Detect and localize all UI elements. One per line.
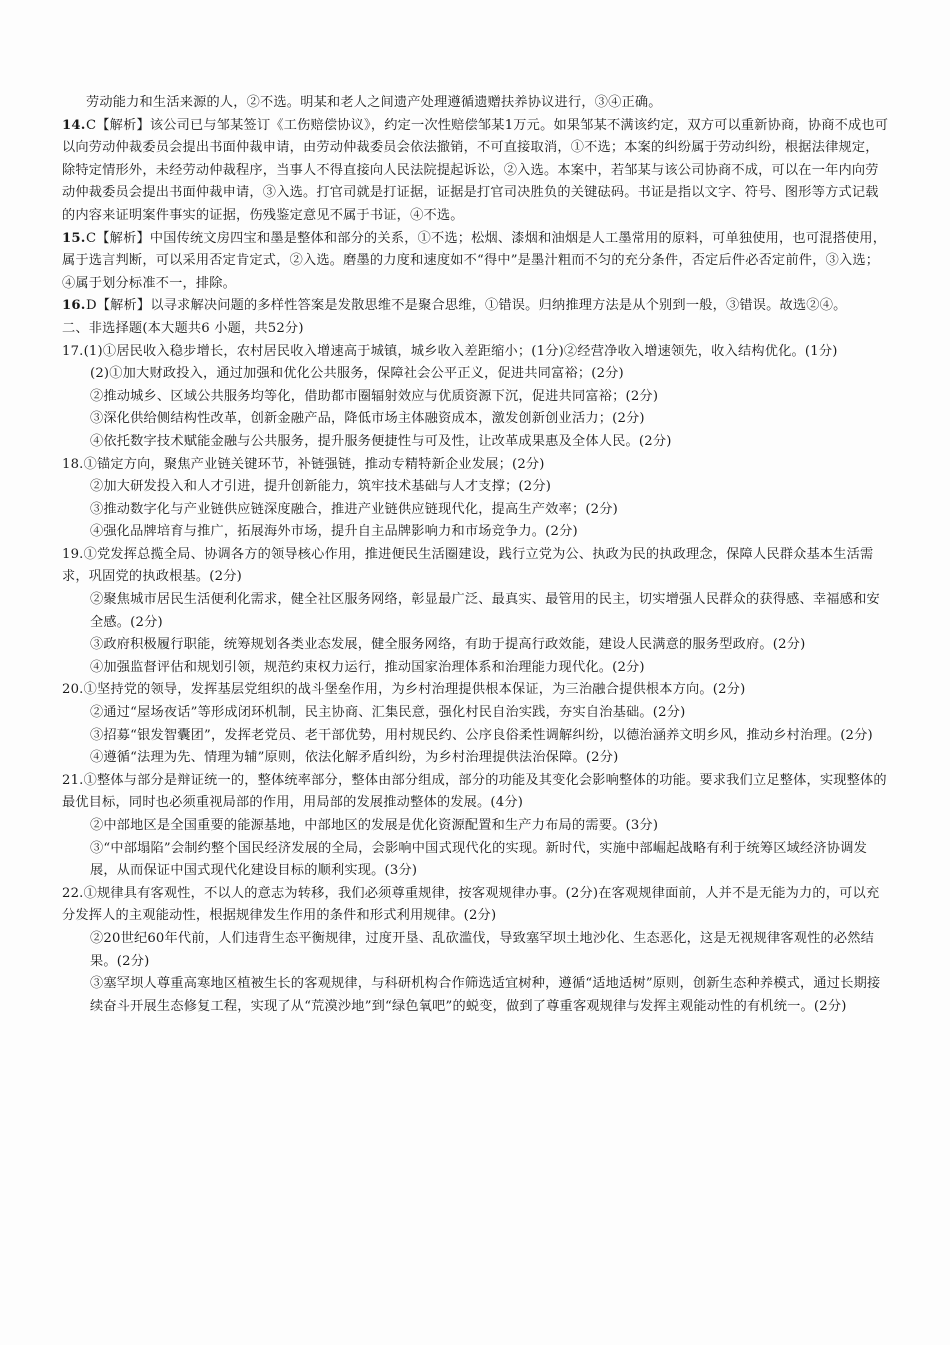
- answer-first-line: [62, 770, 892, 815]
- question-22: [62, 883, 892, 1019]
- answer-point: ②推动城乡、区域公共服务均等化，借助都市圈辐射效应与优质资源下沉，促进共同富裕；(2分): [90, 388, 659, 404]
- answer-text: ①党发挥总揽全局、协调各方的领导核心作用，推进便民生活圈建设，践行立党为公、执政为民的执政理念，保障人民群众基本生活需求，巩固党的执政根基。(2分): [62, 546, 874, 585]
- answer-point: ③“中部塌陷”会制约整个国民经济发展的全局，会影响中国式现代化的实现。新时代，实施中部崛起战略有利于统筹区域经济协调发展，从而保证中国式现代化建设目标的顺利实现。(3分): [90, 840, 867, 879]
- answer-text: ①锚定方向，聚焦产业链关键环节，补链强链，推动专精特新企业发展；(2分): [83, 456, 545, 472]
- answer-point: ④加强监督评估和规划引领，规范约束权力运行，推动国家治理体系和治理能力现代化。(2分): [90, 659, 645, 675]
- mcq-item-15: [62, 228, 892, 296]
- answer-point: ③招募“银发智囊团”，发挥老党员、老干部优势，用村规民约、公序良俗柔性调解纠纷，以德治涵养文明乡风，推动乡村治理。(2分): [90, 727, 873, 743]
- question-20: [62, 679, 892, 769]
- answer-text: ①坚持党的领导，发挥基层党组织的战斗堡垒作用，为乡村治理提供根本保证，为三治融合提供根本方向。(2分): [83, 682, 746, 698]
- answer-point: ③政府积极履行职能，统筹规划各类业态发展，健全服务网络，有助于提高行政效能，建设人民满意的服务型政府。(2分): [90, 637, 806, 653]
- answer-text: (1)①居民收入稳步增长，农村居民收入增速高于城镇，城乡收入差距缩小；(1分)②经营净收入增速领先，收入结构优化。(1分): [83, 343, 838, 359]
- answer-point: ③塞罕坝人尊重高寒地区植被生长的客观规律，与科研机构合作筛选适宜树种，遵循“适地适树”原则，创新生态种养模式，通过长期接续奋斗开展生态修复工程，实现了从“荒漠沙地”到“绿色氧吧”的蜕变，做到了尊重客观规律与发挥主观能动性的有机统一。(2分): [90, 976, 881, 1014]
- answer-point: ②加大研发投入和人才引进，提升创新能力，筑牢技术基础与人才支撑；(2分): [90, 479, 552, 495]
- question-number: 21.: [62, 772, 84, 788]
- question-number: 17.: [62, 343, 84, 359]
- answer-first-line: [62, 544, 892, 589]
- section-title: 二、非选择题(本大题共6 小题，共52分): [62, 320, 304, 336]
- mcq-explanation: C【解析】该公司已与邹某签订《工伤赔偿协议》，约定一次性赔偿邹某1万元。如果邹某不满该约定，双方可以重新协商，协商不成也可以向劳动仲裁委员会提出书面仲裁申请，由劳动仲裁委员会依法撤销，不可直接取消，①不选；本案的纠纷属于劳动纠纷，根据法律规定，除特定情形外，未经劳动仲裁程序，当事人不得直接向人民法院提起诉讼，②入选。本案中，若邹某与该公司协商不成，可以在一年内向劳动仲裁委员会提出书面仲裁申请，③入选。打官司就是打证据，证据是打官司决胜负的关键砝码。书证是指以文字、符号、图形等方式记载的内容来证明案件事实的证据，伤残鉴定意见不属于书证，④不选。: [62, 117, 889, 223]
- question-number: 20.: [62, 682, 84, 698]
- question-number: 22.: [62, 885, 84, 901]
- answer-point: ③推动数字化与产业链供应链深度融合，推进产业链供应链现代化，提高生产效率；(2分): [90, 501, 619, 517]
- answer-point: ④强化品牌培育与推广，拓展海外市场，提升自主品牌影响力和市场竞争力。(2分): [90, 524, 578, 540]
- answer-point: ②聚焦城市居民生活便利化需求，健全社区服务网络，彰显最广泛、最真实、最管用的民主，切实增强人民群众的获得感、幸福感和安全感。(2分): [90, 592, 880, 630]
- answer-key-content: [62, 92, 892, 1018]
- answer-first-line: [62, 454, 892, 477]
- mcq-item-16: [62, 295, 892, 318]
- answer-text: ①规律具有客观性，不以人的意志为转移，我们必须尊重规律，按客观规律办事。(2分)在客观规律面前，人并不是无能为力的，可以充分发挥人的主观能动性，根据规律发生作用的条件和形式利用规律。(2分): [62, 885, 880, 924]
- mcq-answers: [62, 115, 892, 318]
- answer-point: ②20世纪60年代前，人们违背生态平衡规律，过度开垦、乱砍滥伐，导致塞罕坝土地沙化、生态恶化，这是无视规律客观性的必然结果。(2分): [90, 930, 875, 969]
- question-number: 18.: [62, 456, 84, 472]
- question-number: 19.: [62, 546, 84, 562]
- question-21: [62, 770, 892, 883]
- question-18: [62, 454, 892, 544]
- answer-first-line: [62, 341, 892, 364]
- answer-text: ①整体与部分是辩证统一的，整体统率部分，整体由部分组成，部分的功能及其变化会影响整体的功能。要求我们立足整体，实现整体的最优目标，同时也必须重视局部的作用，用局部的发展推动整体的发展。(4分): [62, 772, 887, 811]
- lead-line: 劳动能力和生活来源的人，②不选。明某和老人之间遗产处理遵循遗赠扶养协议进行，③④正确。: [86, 95, 662, 110]
- answer-point: ④依托数字技术赋能金融与公共服务，提升服务便捷性与可及性，让改革成果惠及全体人民。(2分): [90, 433, 672, 449]
- answer-point: ②通过“屋场夜话”等形成闭环机制，民主协商、汇集民意，强化村民自治实践，夯实自治基础。(2分): [90, 705, 686, 721]
- mcq-explanation: C【解析】中国传统文房四宝和墨是整体和部分的关系，①不选；松烟、漆烟和油烟是人工墨常用的原料，可单独使用，也可混搭使用，属于选言判断，可以采用否定肯定式，②入选。磨墨的力度和速度如不“得中”是墨汁粗而不匀的充分条件，否定后件必否定前件，③入选；④属于划分标准不一，排除。: [62, 230, 887, 291]
- mcq-explanation: D【解析】以寻求解决问题的多样性答案是发散思维不是聚合思维，①错误。归纳推理方法是从个别到一般，③错误。故选②④。: [86, 298, 847, 314]
- answer-first-line: [62, 679, 892, 702]
- answer-point: (2)①加大财政投入，通过加强和优化公共服务，保障社会公平正义，促进共同富裕；(2分): [90, 366, 624, 382]
- answer-point: ③深化供给侧结构性改革，创新金融产品，降低市场主体融资成本，激发创新创业活力；(2分): [90, 411, 645, 427]
- answer-point: ②中部地区是全国重要的能源基地，中部地区的发展是优化资源配置和生产力布局的需要。(3分): [90, 818, 659, 833]
- question-number: 15.: [62, 230, 86, 246]
- question-17: [62, 341, 892, 454]
- question-number: 16.: [62, 298, 86, 314]
- answer-first-line: [62, 883, 892, 928]
- question-number: 14.: [62, 117, 86, 133]
- answer-point: ④遵循“法理为先、情理为辅”原则，依法化解矛盾纠纷，为乡村治理提供法治保障。(2分): [90, 750, 619, 766]
- mcq-item-14: [62, 115, 892, 228]
- question-19: [62, 544, 892, 680]
